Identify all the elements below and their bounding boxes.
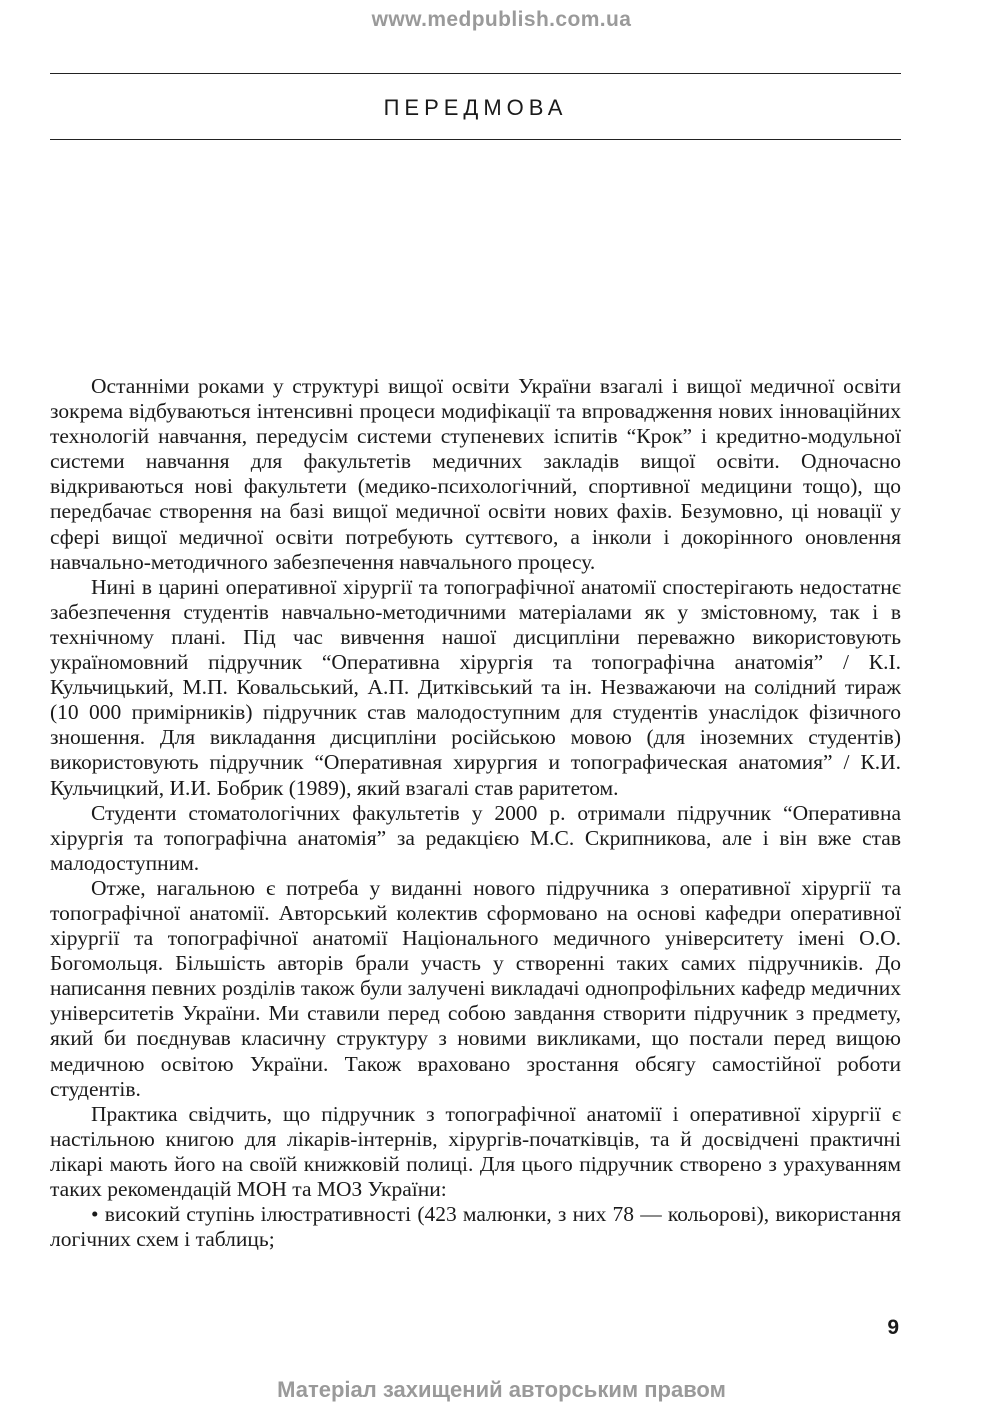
header-rule-bottom xyxy=(50,139,901,140)
watermark-top: www.medpublish.com.ua xyxy=(371,8,632,31)
chapter-title: ПЕРЕДМОВА xyxy=(383,95,568,120)
paragraph: Практика свідчить, що підручник з топографічної анатомії і оперативної хірургії є настільною книгою для лікарів-інтернів, хірургів-початківців, та й досвідчені практичні лікарі мають його на своїй книжковій полиці. Для цього підручник створено з урахуванням таких рекомендацій МОН та МОЗ України: xyxy=(50,1101,901,1201)
paragraph: Нині в царині оперативної хірургії та топографічної анатомії спостерігають недостатнє забезпечення студентів навчально-методичними матеріалами як у змістовному, так і в технічному плані. Під час вивчення нашої дисципліни переважно використовують україномовний підручник “Оперативна хірургія та топографічна анатомія” / К.І. Кульчицький, М.П. Ковальський, А.П. Дитківський та ін. Незважаючи на солідний тираж (10 000 примірників) підручник став малодоступним для студентів унаслідок фізичного зношення. Для викладання дисципліни російською мовою (для іноземних студентів) використовують підручник “Оперативная хирургия и топографическая анатомия” / К.И. Кульчицкий, И.И. Бобрик (1989), який взагалі став раритетом. xyxy=(50,574,901,800)
header-rule-top xyxy=(50,73,901,74)
paragraph: Отже, нагальною є потреба у виданні нового підручника з оперативної хірургії та топографічної анатомії. Авторський колектив сформовано на основі кафедри оперативної хірургії та топографічної анатомії Національного медичного університету імені О.О. Богомольця. Більшість авторів брали участь у створенні таких самих підручників. До написання певних розділів також були залучені викладачі однопрофільних кафедр медичних університетів України. Ми ставили перед собою завдання створити підручник з предмету, який би поєднував класичну структуру з новими викликами, що постали перед вищою медичною освітою України. Також враховано зростання обсягу самостійної роботи студентів. xyxy=(50,875,901,1101)
body-text xyxy=(50,374,901,1252)
watermark-bottom: Матеріал захищений авторським правом xyxy=(277,1377,726,1402)
paragraph: Останніми роками у структурі вищої освіти України взагалі і вищої медичної освіти зокрема відбуваються інтенсивні процеси модифікації та впровадження нових інноваційних технологій навчання, передусім системи ступеневих іспитів “Крок” і кредитно-модульної системи навчання для факультетів медичних закладів вищої освіти. Одночасно відкриваються нові факультети (медико-психологічний, спортивної медицини тощо), що передбачає створення на базі вищої медичної освіти нових фахів. Безумовно, ці новації у сфері вищої медичної освіти потребують суттєвого, а інколи і докорінного оновлення навчально-методичного забезпечення навчального процесу. xyxy=(50,374,901,574)
bullet-item: • високий ступінь ілюстративності (423 малюнки, з них 78 — кольорові), використання логічних схем і таблиць; xyxy=(50,1202,901,1252)
page-number: 9 xyxy=(887,1316,899,1339)
paragraph: Студенти стоматологічних факультетів у 2000 р. отримали підручник “Оперативна хірургія та топографічна анатомія” за редакцією М.С. Скрипникова, але і він вже став малодоступним. xyxy=(50,800,901,875)
